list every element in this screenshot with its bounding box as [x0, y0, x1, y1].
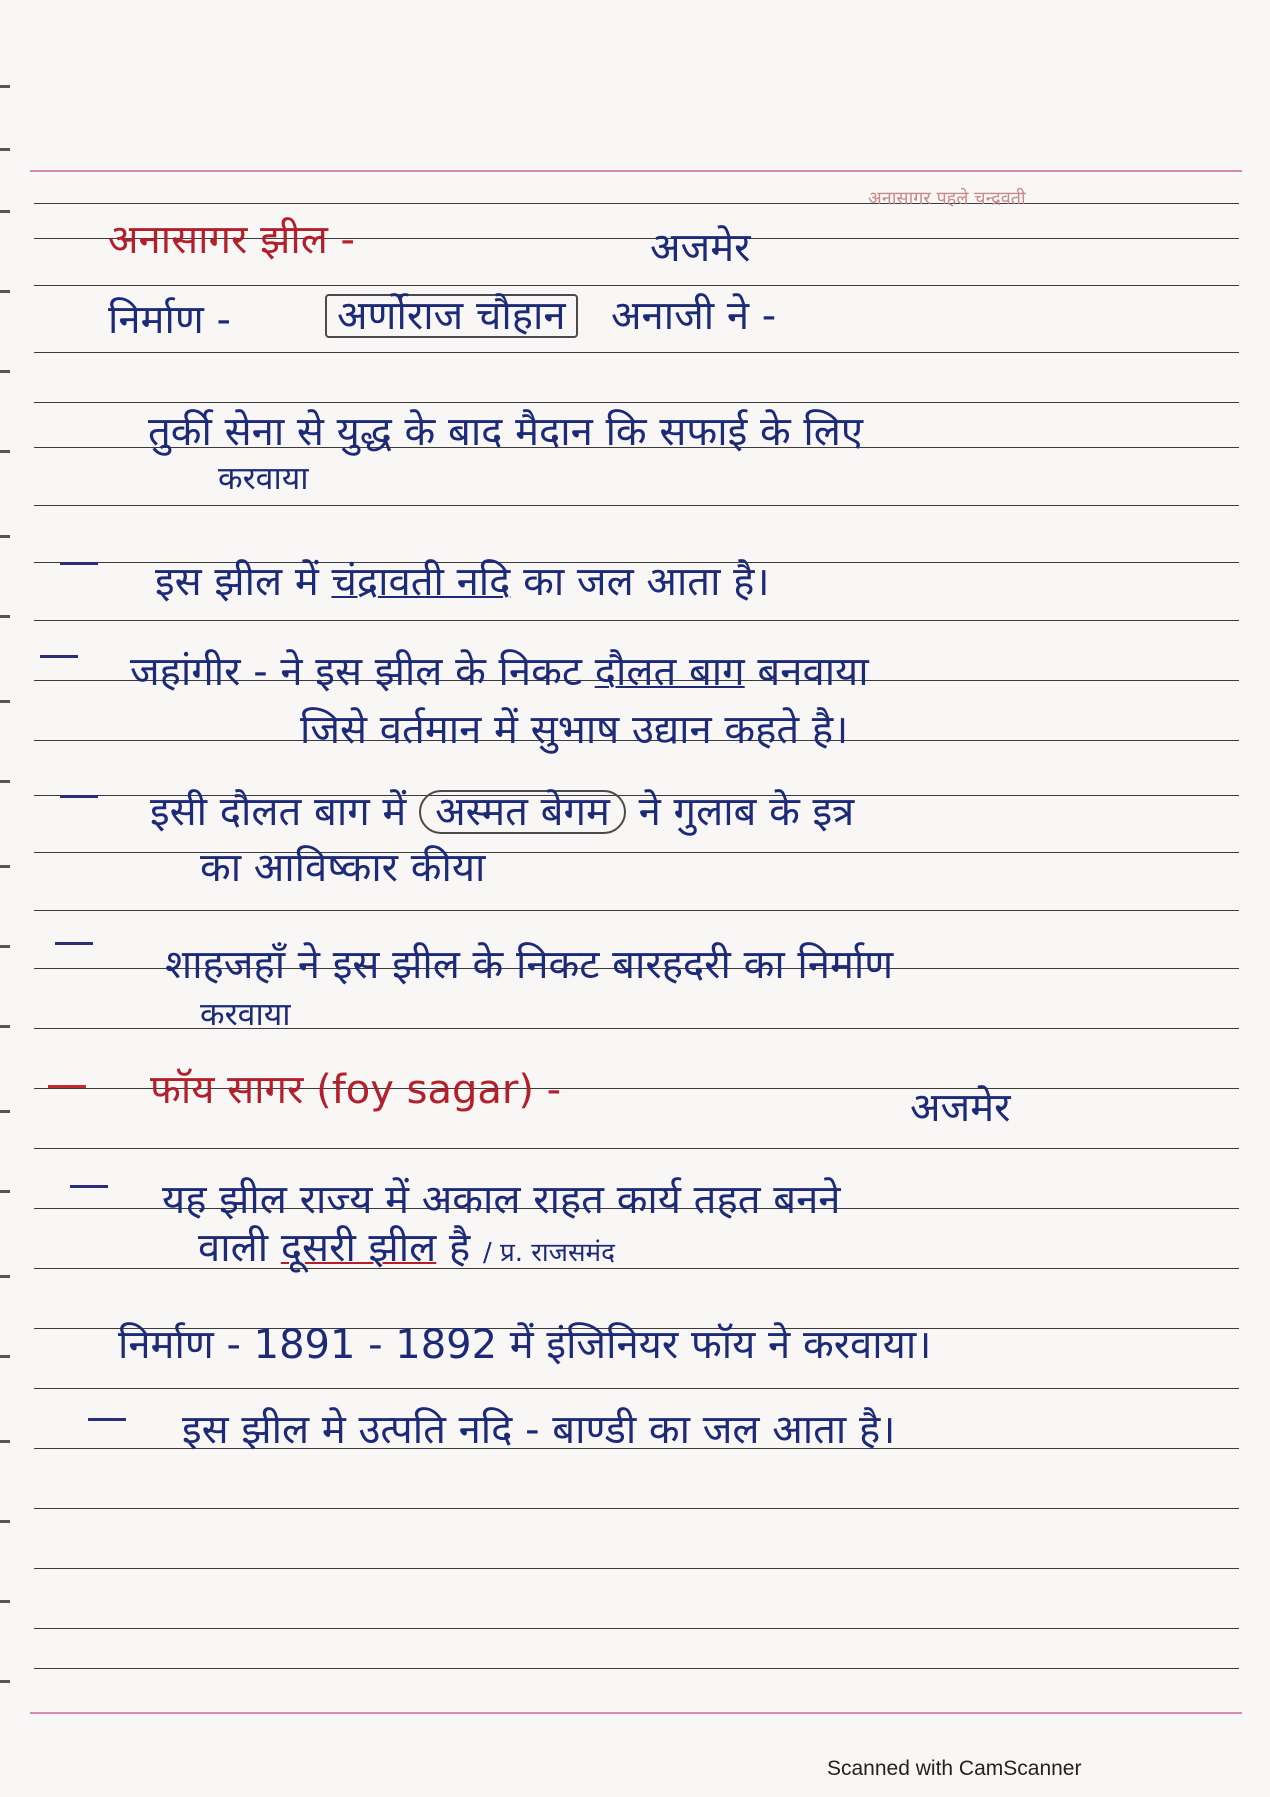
section1-point-3-line-2: का आविष्कार कीया [200, 845, 486, 891]
section1-builder-label: निर्माण - [108, 297, 231, 343]
section2-heading: फॉय सागर (foy sagar) - [150, 1067, 562, 1113]
binding-mark [0, 865, 10, 868]
builder-name-anaji: अनाजी ने - [610, 293, 777, 339]
binding-mark [0, 615, 10, 618]
binding-mark [0, 1275, 10, 1278]
section2-point-2: इस झील मे उत्पति नदि - बाण्डी का जल आता है। [182, 1407, 896, 1453]
point-aside-rajsamand: / प्र. राजसमंद [482, 1238, 615, 1268]
binding-mark [0, 1680, 10, 1683]
ruled-line [34, 402, 1239, 403]
section1-point-2-line-1 [130, 649, 869, 695]
section1-location: अजमेर [650, 225, 751, 271]
section1-point-4-line-1: शाहजहाँ ने इस झील के निकट बारहदरी का निर्माण [165, 942, 894, 988]
binding-mark [0, 1025, 10, 1028]
ruled-line [34, 1148, 1239, 1149]
ruled-line [34, 1568, 1239, 1569]
bullet-dash-red [48, 1085, 86, 1088]
section1-heading: अनासागर झील - [108, 217, 355, 263]
ruled-line [34, 1628, 1239, 1629]
binding-mark [0, 535, 10, 538]
binding-mark [0, 370, 10, 373]
point-text-hai: है [448, 1225, 471, 1271]
ruled-line [34, 1508, 1239, 1509]
section1-builder-names [325, 294, 776, 338]
section2-point-1-line-2 [198, 1225, 615, 1271]
ruled-line [34, 203, 1239, 204]
point-text-wali: वाली [198, 1225, 269, 1271]
point-3-person: अस्मत बेगम [419, 790, 626, 834]
binding-mark [0, 1600, 10, 1603]
builder-name-arnoraj: अर्णोराज चौहान [325, 294, 578, 338]
bullet-dash [88, 1418, 126, 1421]
bullet-dash [55, 942, 93, 945]
binding-mark [0, 700, 10, 703]
point-3-text-b: ने गुलाब के इत्र [638, 789, 855, 835]
ruled-line [34, 505, 1239, 506]
point-1-text-a: इस झील में [155, 559, 319, 605]
point-2-text-a: जहांगीर - ने इस झील के निकट [130, 649, 583, 695]
binding-mark [0, 290, 10, 293]
section1-reason-line-1: तुर्की सेना से युद्ध के बाद मैदान कि सफाई के लिए [148, 409, 863, 455]
point-3-text-a: इसी दौलत बाग में [150, 789, 407, 835]
binding-mark [0, 780, 10, 783]
bullet-dash [40, 655, 78, 658]
corner-note: अनासागर पहले चन्द्रवती [868, 188, 1026, 209]
binding-mark [0, 148, 10, 151]
bullet-dash [60, 795, 98, 798]
binding-mark [0, 945, 10, 948]
section1-reason-line-2: करवाया [218, 459, 309, 497]
section1-point-1 [155, 559, 770, 605]
section1-point-2-line-2: जिसे वर्तमान में सुभाष उद्यान कहते है। [300, 707, 849, 753]
ruled-line [34, 285, 1239, 286]
point-2-text-b: बनवाया [757, 649, 869, 695]
point-1-text-b: का जल आता है। [523, 559, 770, 605]
binding-mark [0, 1355, 10, 1358]
section2-builder-line: निर्माण - 1891 - 1892 में इंजिनियर फॉय ने करवाया। [118, 1322, 932, 1368]
bullet-dash [70, 1185, 108, 1188]
bottom-margin-line [30, 1712, 1242, 1714]
section1-point-3-line-1 [150, 790, 854, 834]
ruled-line [34, 352, 1239, 353]
scanner-watermark: Scanned with CamScanner [827, 1757, 1082, 1780]
point-second-lake: दूसरी झील [280, 1225, 437, 1271]
point-2-garden: दौलत बाग [594, 649, 745, 695]
ruled-line [34, 1388, 1239, 1389]
section2-point-1-line-1: यह झील राज्य में अकाल राहत कार्य तहत बनने [162, 1177, 841, 1223]
section1-point-4-line-2: करवाया [200, 995, 291, 1033]
top-margin-line [30, 170, 1242, 172]
ruled-line [34, 1668, 1239, 1669]
ruled-line [34, 620, 1239, 621]
binding-mark [0, 210, 10, 213]
binding-mark [0, 1520, 10, 1523]
point-1-river: चंद्रावती नदि [331, 559, 511, 605]
ruled-line [34, 910, 1239, 911]
section2-location: अजमेर [910, 1085, 1011, 1131]
binding-mark [0, 85, 10, 88]
bullet-dash [60, 562, 98, 565]
binding-mark [0, 1110, 10, 1113]
binding-mark [0, 450, 10, 453]
binding-mark [0, 1440, 10, 1443]
binding-mark [0, 1190, 10, 1193]
